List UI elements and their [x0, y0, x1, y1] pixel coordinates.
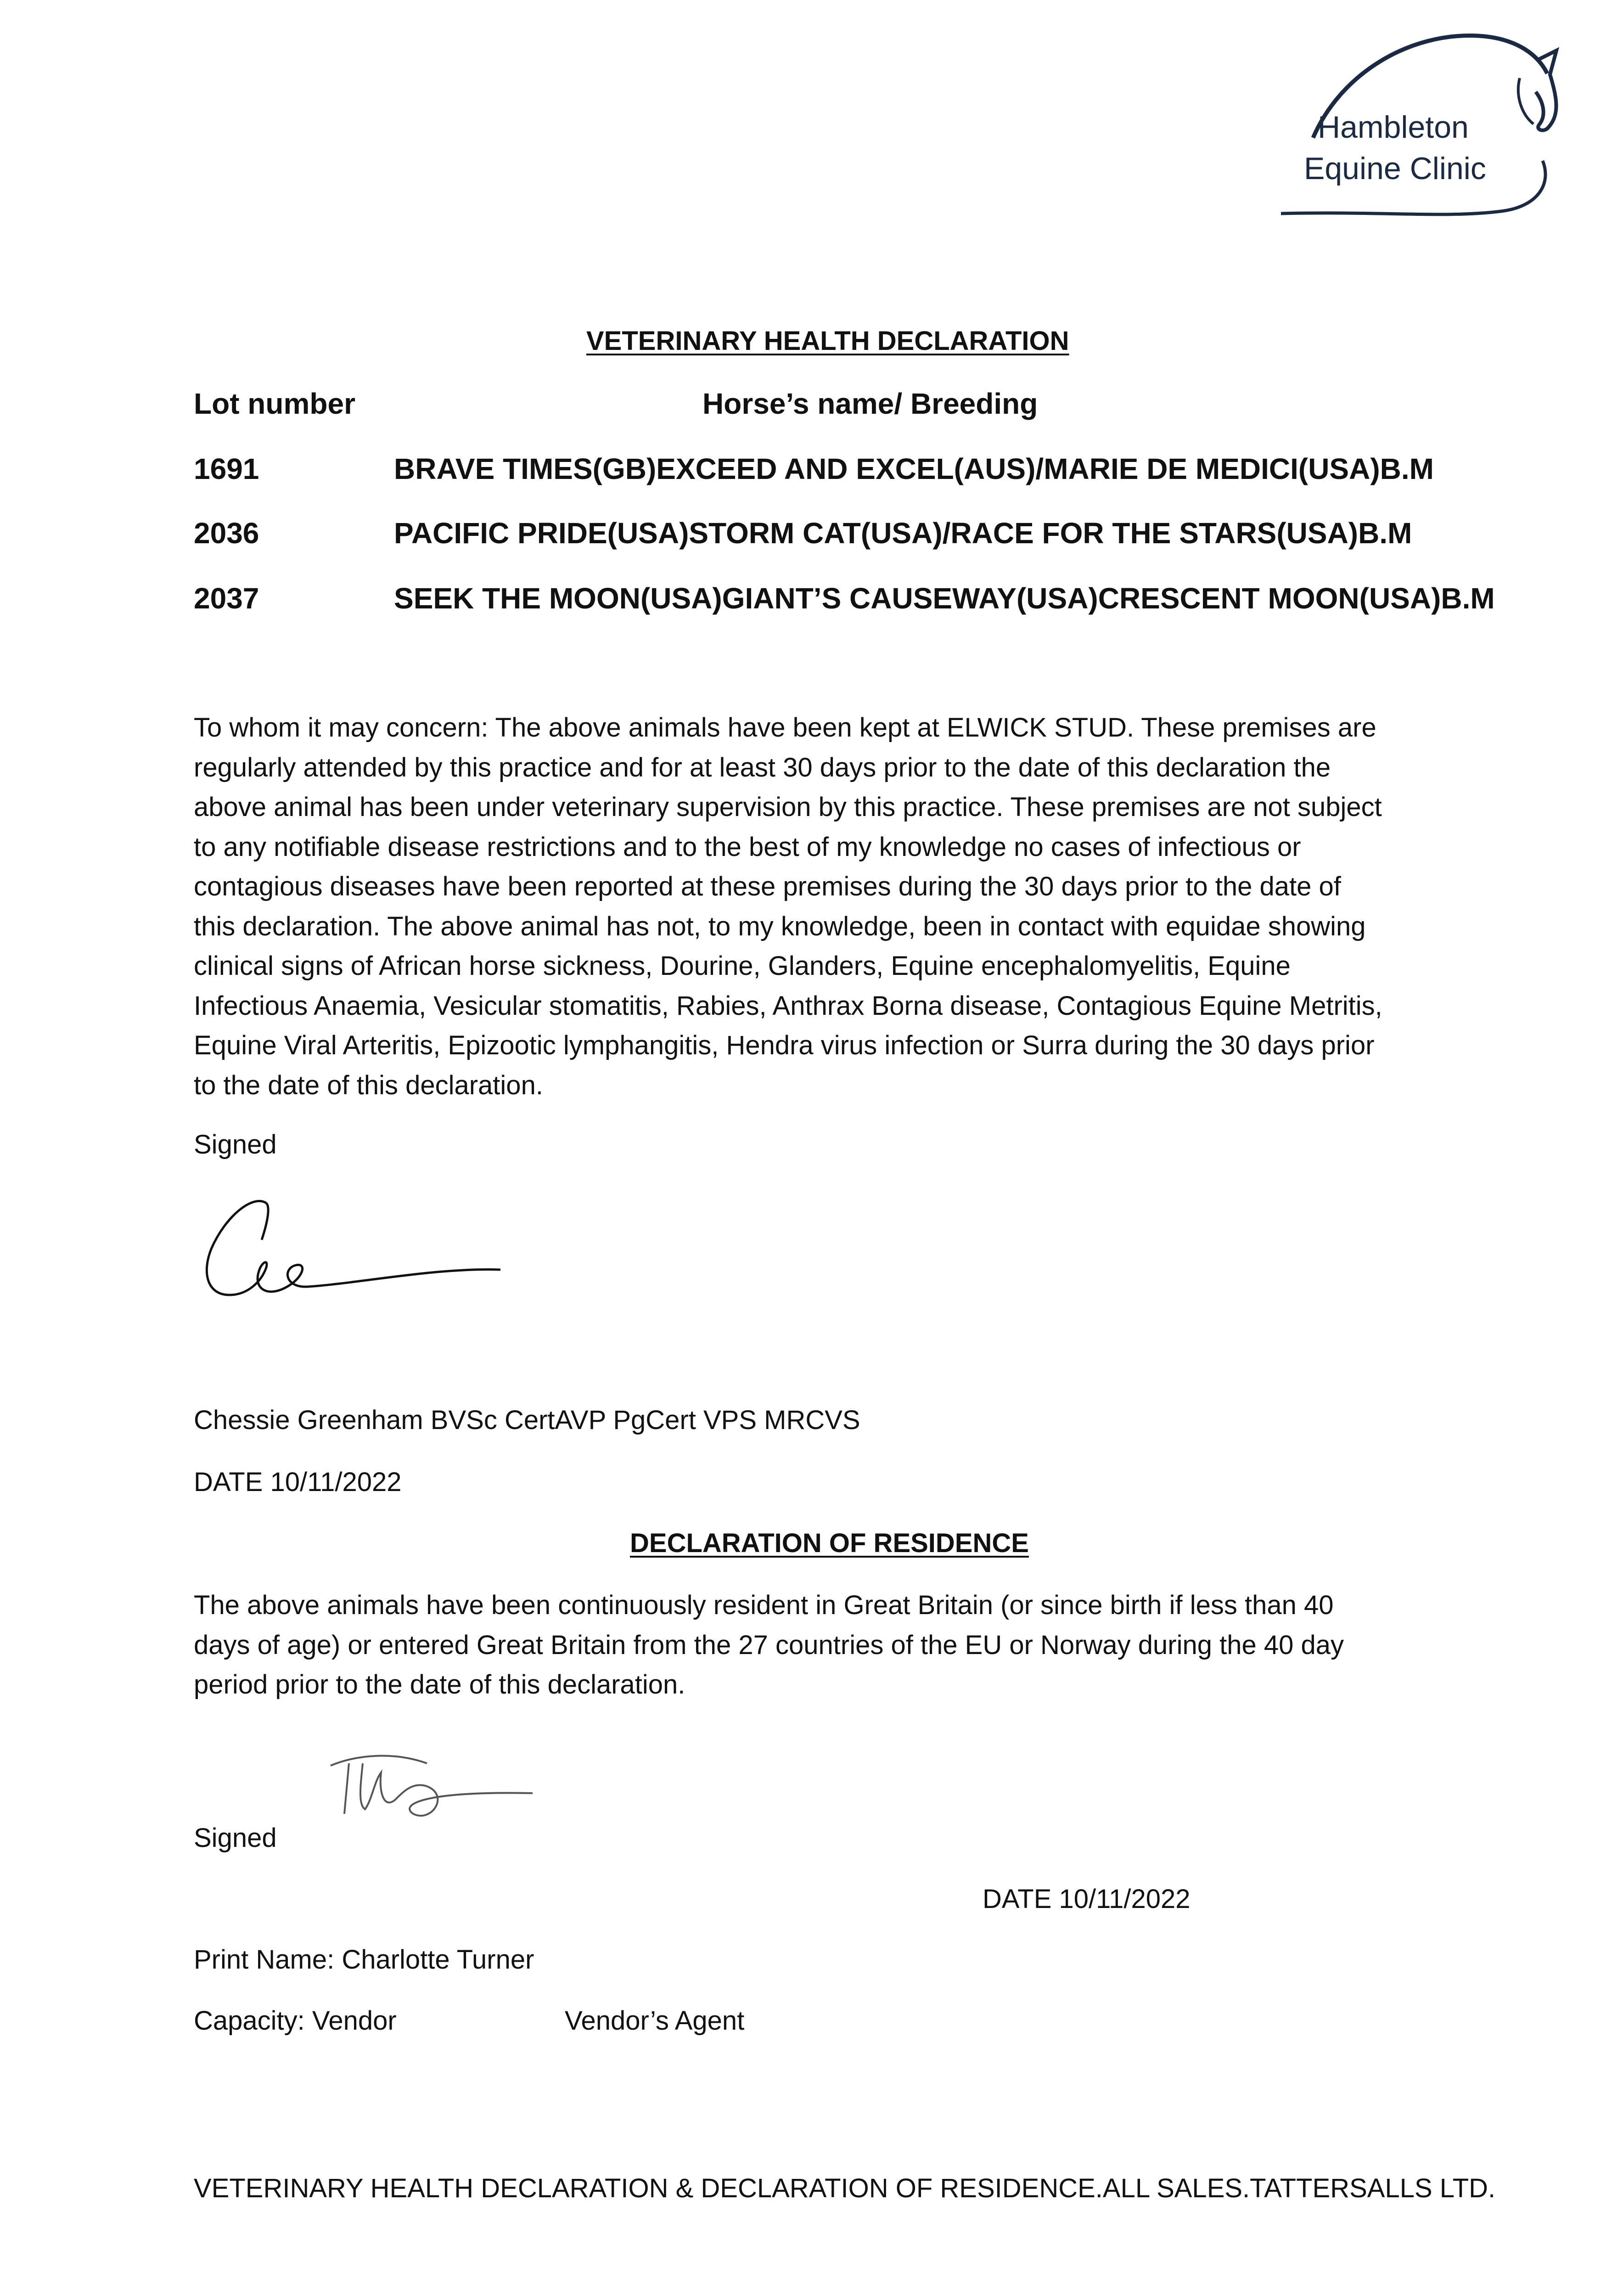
logo-line2: Equine Clinic: [1304, 151, 1486, 186]
body-line: The above animals have been continuously resident in Great Britain (or since birth if less than 40: [194, 1590, 1334, 1620]
body-line: this declaration. The above animal has not, to my knowledge, been in contact with equidae showing: [194, 911, 1366, 941]
residence-body: [194, 1586, 1344, 1705]
vendor-signature-icon: [321, 1745, 537, 1832]
signed-label: Signed: [194, 1130, 277, 1159]
logo-line1: Hambleton: [1318, 110, 1469, 145]
health-declaration-body: [194, 708, 1382, 1105]
body-line: contagious diseases have been reported at these premises during the 30 days prior to the date of: [194, 872, 1341, 901]
body-line: above animal has been under veterinary supervision by this practice. These premises are not subject: [194, 792, 1382, 822]
body-line: Equine Viral Arteritis, Epizootic lymphangitis, Hendra virus infection or Surra during the 30 days prior: [194, 1030, 1375, 1060]
horse-name: SEEK THE MOON(USA)GIANT’S CAUSEWAY(USA)CRESCENT MOON(USA)B.M: [394, 582, 1495, 615]
page-footer: VETERINARY HEALTH DECLARATION & DECLARATION OF RESIDENCE.ALL SALES.TATTERSALLS LTD.: [194, 2173, 1496, 2203]
body-line: Infectious Anaemia, Vesicular stomatitis, Rabies, Anthrax Borna disease, Contagious Equine Metritis,: [194, 990, 1382, 1021]
residence-title: DECLARATION OF RESIDENCE: [630, 1528, 1029, 1558]
body-line: to the date of this declaration.: [194, 1070, 543, 1100]
horse-head-logo-icon: [1272, 23, 1566, 225]
print-name: Print Name: Charlotte Turner: [194, 1945, 534, 1975]
capacity-label: Capacity: Vendor: [194, 2006, 397, 2036]
body-line: to any notifiable disease restrictions and to the best of my knowledge no cases of infectious or: [194, 832, 1301, 862]
health-date: DATE 10/11/2022: [194, 1467, 402, 1497]
horse-name-header: Horse’s name/ Breeding: [702, 387, 1038, 420]
vet-name: Chessie Greenham BVSc CertAVP PgCert VPS MRCVS: [194, 1405, 860, 1435]
lot-number-header: Lot number: [194, 387, 355, 420]
clinic-logo: [1272, 23, 1566, 225]
body-line: regularly attended by this practice and for at least 30 days prior to the date of this declaration the: [194, 752, 1331, 782]
body-line: clinical signs of African horse sickness, Dourine, Glanders, Equine encephalomyelitis, Equine: [194, 951, 1291, 981]
body-line: period prior to the date of this declaration.: [194, 1670, 685, 1699]
lot-number: 1691: [194, 452, 259, 485]
horse-name: PACIFIC PRIDE(USA)STORM CAT(USA)/RACE FOR THE STARS(USA)B.M: [394, 517, 1412, 550]
body-line: days of age) or entered Great Britain from the 27 countries of the EU or Norway during the 40 day: [194, 1630, 1344, 1660]
residence-date: DATE 10/11/2022: [983, 1884, 1191, 1914]
lot-number: 2036: [194, 517, 259, 550]
capacity-option: Vendor’s Agent: [565, 2006, 745, 2036]
horse-name: BRAVE TIMES(GB)EXCEED AND EXCEL(AUS)/MARIE DE MEDICI(USA)B.M: [394, 452, 1434, 485]
vet-signature-icon: [197, 1189, 510, 1309]
residence-signed-label: Signed: [194, 1823, 277, 1853]
lot-number: 2037: [194, 582, 259, 615]
health-declaration-title: VETERINARY HEALTH DECLARATION: [586, 326, 1069, 356]
body-line: To whom it may concern: The above animals have been kept at ELWICK STUD. These premises are: [194, 713, 1376, 743]
